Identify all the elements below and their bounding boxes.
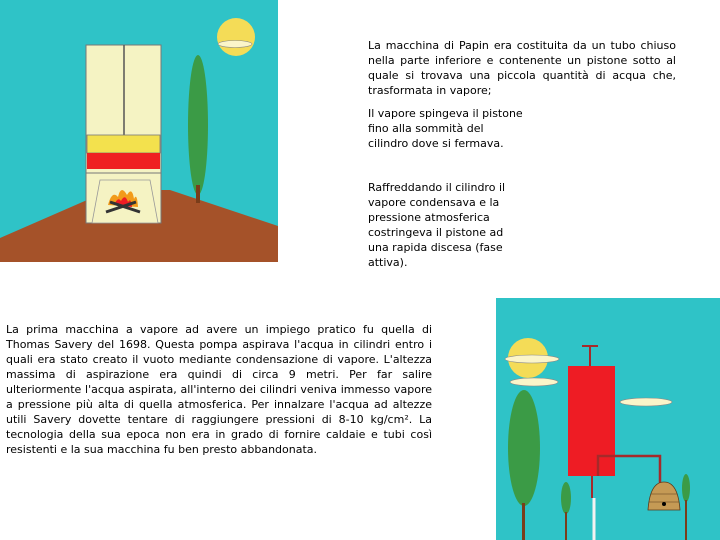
tree-crown	[682, 474, 690, 502]
cloud	[510, 378, 558, 386]
tree-trunk	[565, 512, 567, 540]
cloud	[218, 41, 252, 48]
papin-intro-text: La macchina di Papin era costituita da un tubo chiuso nella parte inferiore e contenente un pistone sotto al quale si trovava una piccola quantità di acqua che, trasformata in vapore;	[368, 39, 676, 97]
tree-trunk	[522, 503, 525, 540]
cloud	[620, 398, 672, 406]
water	[87, 153, 160, 169]
pump-tank	[568, 366, 615, 476]
cloud	[505, 355, 559, 363]
tree-trunk	[196, 185, 200, 203]
sun	[217, 18, 255, 56]
tree-crown	[561, 482, 571, 514]
tree-crown	[188, 55, 208, 195]
piston	[87, 135, 160, 153]
condensation-text: Raffreddando il cilindro il vapore condensava e la pressione atmosferica costringeva il pistone ad una rapida discesa (fase attiva).	[368, 181, 506, 269]
papin-machine-illustration	[0, 0, 278, 262]
tree-trunk	[685, 500, 687, 540]
savery-text: La prima macchina a vapore ad avere un impiego pratico fu quella di Thomas Savery del 1698. Questa pompa aspirava l'acqua in cilindri entro i quali era stato creato il vuoto mediante condensazione di vapore. L'altezza massima di aspirazione era quindi di circa 9 metri. Per far salire ulteriormente l'acqua aspirata, all'interno dei cilindri veniva immesso vapore a pressione più alta di quella atmosferica. Per innalzare l'acqua ad altezze utili Savery dovette tentare di raggiungere pressioni di 8-10 kg/cm². La tecnologia della sua epoca non era in grado di fornire caldaie e tubi così resistenti e la sua macchina fu ben presto abbandonata.	[6, 323, 432, 456]
savery-pump-illustration	[496, 298, 720, 540]
tree-crown	[508, 390, 540, 506]
piston-rise-text: Il vapore spingeva il pistone fino alla sommità del cilindro dove si fermava.	[368, 107, 523, 150]
